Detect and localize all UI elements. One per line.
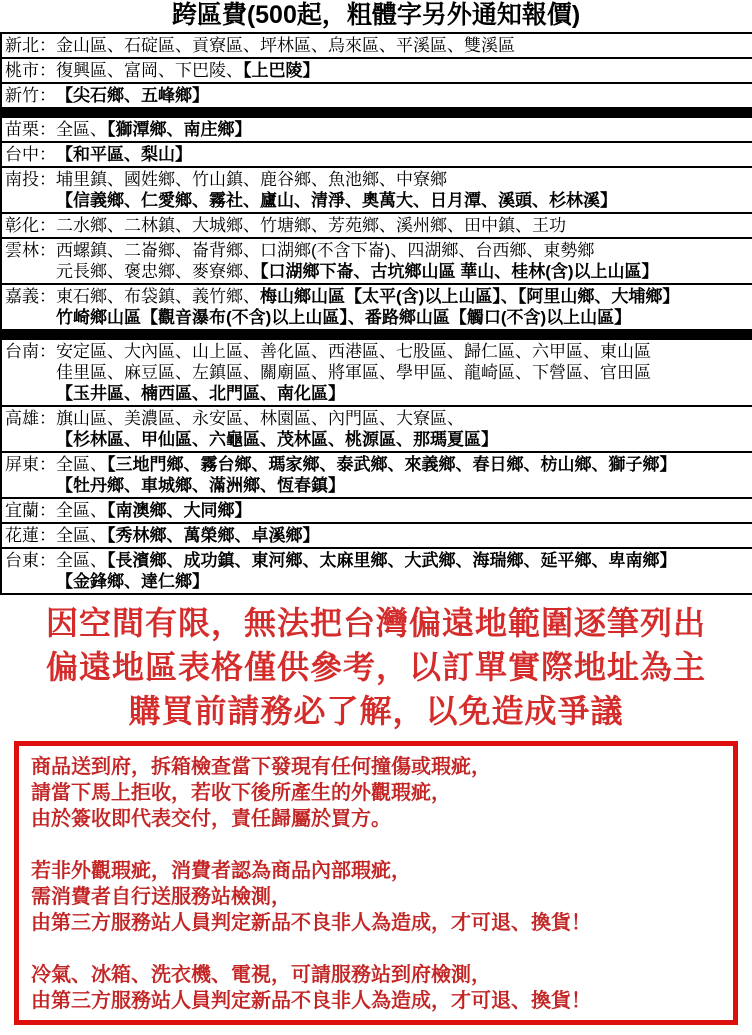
row-line [56, 525, 752, 546]
table-row [2, 524, 752, 549]
area-list-bold: 【玉井區、楠西區、北門區、南化區】 [56, 384, 345, 403]
row-label: 嘉義： [5, 287, 56, 306]
area-list-bold: 【三地門鄉、霧台鄉、瑪家鄉、泰武鄉、來義鄉、春日鄉、枋山鄉、獅子鄉】 [107, 455, 677, 474]
warning-line: 由第三方服務站人員判定新品不良非人為造成，才可退、換貨！ [31, 912, 591, 934]
area-list: 全區、 [56, 526, 107, 545]
table-row [2, 143, 752, 168]
row-label: 宜蘭： [5, 501, 56, 520]
area-list: 全區、 [56, 501, 107, 520]
row-content [56, 35, 752, 56]
table-row [2, 84, 752, 109]
row-line [56, 169, 752, 190]
area-list-bold: 【秀林鄉、萬榮鄉、卓溪鄉】 [107, 526, 320, 545]
warning-line: 由於簽收即代表交付，責任歸屬於買方。 [31, 808, 391, 830]
page-title: 跨區費(500起，粗體字另外通知報價) [171, 1, 581, 29]
table-row [2, 59, 752, 84]
row-content [56, 60, 752, 81]
notice-line: 偏遠地區表格僅供參考，以訂單實際地址為主 [45, 649, 706, 685]
row-line [56, 286, 752, 307]
row-line [56, 119, 752, 140]
row-content [56, 169, 752, 211]
warning-line: 需消費者自行送服務站檢測， [31, 886, 291, 908]
row-label: 苗栗： [5, 120, 56, 139]
region-fee-table [0, 32, 752, 595]
row-line [56, 35, 752, 56]
row-line [56, 307, 752, 328]
row-line [56, 261, 752, 282]
row-label: 雲林： [5, 241, 56, 260]
row-line [56, 408, 752, 429]
area-list-bold: 【和平區、梨山】 [56, 145, 192, 164]
warning-line: 冷氣、冰箱、洗衣機、電視，可請服務站到府檢測， [31, 964, 491, 986]
row-line [56, 500, 752, 521]
table-row [2, 214, 752, 239]
row-line [56, 475, 752, 496]
row-content [56, 119, 752, 140]
notice-text [0, 595, 752, 735]
table-row [2, 239, 752, 285]
area-list: 全區、 [56, 455, 107, 474]
row-label: 屏東： [5, 455, 56, 474]
row-content [56, 454, 752, 496]
row-line [56, 362, 752, 383]
warning-line: 由第三方服務站人員判定新品不良非人為造成，才可退、換貨！ [31, 990, 591, 1012]
area-list: 元長鄉、褒忠鄉、麥寮鄉、 [56, 262, 260, 281]
area-list-bold: 【尖石鄉、五峰鄉】 [56, 86, 209, 105]
area-list-bold: 竹崎鄉山區【觀音瀑布(不含)以上山區】、番路鄉山區【觸口(不含)以上山區】 [56, 308, 632, 327]
row-content [56, 286, 752, 328]
area-list-bold: 【長濱鄉、成功鎮、東河鄉、太麻里鄉、大武鄉、海瑞鄉、延平鄉、卑南鄉】 [107, 551, 677, 570]
row-label: 高雄： [5, 409, 56, 428]
area-list: 全區、 [56, 551, 107, 570]
row-content [56, 215, 752, 236]
table-row [2, 407, 752, 453]
row-label: 彰化： [5, 216, 56, 235]
warning-box [14, 741, 738, 1025]
area-list-bold: 【南澳鄉、大同鄉】 [107, 501, 252, 520]
area-list-bold: 【牡丹鄉、車城鄉、滿洲鄉、恆春鎮】 [56, 476, 345, 495]
section-divider [2, 331, 752, 340]
table-row [2, 168, 752, 214]
row-content [56, 550, 752, 592]
row-content [56, 144, 752, 165]
table-row [2, 499, 752, 524]
area-list-bold: 【獅潭鄉、南庄鄉】 [107, 120, 252, 139]
area-list-bold: 梅山鄉山區【太平(含)以上山區】、【阿里山鄉、大埔鄉】 [260, 287, 680, 306]
row-label: 南投： [5, 170, 56, 189]
area-list-bold: 【信義鄉、仁愛鄉、霧社、廬山、清淨、奧萬大、日月潭、溪頭、杉林溪】 [56, 191, 617, 210]
area-list: 埔里鎮、國姓鄉、竹山鎮、鹿谷鄉、魚池鄉、中寮鄉 [56, 170, 447, 189]
row-line [56, 215, 752, 236]
paragraph-gap [31, 936, 723, 962]
area-list-bold: 【杉林區、甲仙區、六龜區、茂林區、桃源區、那瑪夏區】 [56, 430, 498, 449]
table-row [2, 549, 752, 595]
area-list: 二水鄉、二林鎮、大城鄉、竹塘鄉、芳苑鄉、溪州鄉、田中鎮、王功 [56, 216, 566, 235]
row-content [56, 85, 752, 106]
area-list: 佳里區、麻豆區、左鎮區、關廟區、將軍區、學甲區、龍崎區、下營區、官田區 [56, 363, 651, 382]
row-label: 桃市： [5, 61, 56, 80]
row-content [56, 525, 752, 546]
row-line [56, 383, 752, 404]
row-label: 台南： [5, 342, 56, 361]
area-list: 安定區、大內區、山上區、善化區、西港區、七股區、歸仁區、六甲區、東山區 [56, 342, 651, 361]
area-list: 西螺鎮、二崙鄉、崙背鄉、口湖鄉(不含下崙)、四湖鄉、台西鄉、東勢鄉 [56, 241, 595, 260]
row-label: 新北： [5, 36, 56, 55]
row-line [56, 550, 752, 571]
row-label: 台東： [5, 551, 56, 570]
area-list-bold: 【口湖鄉下崙、古坑鄉山區 華山、桂林(含)以上山區】 [260, 262, 659, 281]
row-label: 新竹： [5, 86, 56, 105]
row-content [56, 341, 752, 404]
area-list: 全區、 [56, 120, 107, 139]
row-line [56, 144, 752, 165]
area-list: 金山區、石碇區、貢寮區、坪林區、烏來區、平溪區、雙溪區 [56, 36, 515, 55]
row-label: 台中： [5, 145, 56, 164]
table-row [2, 118, 752, 143]
row-content [56, 408, 752, 450]
area-list-bold: 【上巴陵】 [243, 61, 320, 80]
row-line [56, 190, 752, 211]
area-list: 旗山區、美濃區、永安區、林園區、內門區、大寮區、 [56, 409, 464, 428]
section-divider [2, 109, 752, 118]
row-line [56, 60, 752, 81]
area-list-bold: 【金鋒鄉、達仁鄉】 [56, 572, 209, 591]
row-line [56, 429, 752, 450]
table-row [2, 285, 752, 331]
table-row [2, 453, 752, 499]
notice-line: 購買前請務必了解，以免造成爭議 [128, 693, 624, 729]
row-content [56, 240, 752, 282]
warning-line: 若非外觀瑕疵，消費者認為商品內部瑕疵， [31, 860, 411, 882]
warning-line: 商品送到府，拆箱檢查當下發現有任何撞傷或瑕疵， [31, 756, 491, 778]
area-list: 復興區、富岡、下巴陵、 [56, 61, 243, 80]
row-line [56, 454, 752, 475]
warning-line: 請當下馬上拒收，若收下後所產生的外觀瑕疵， [31, 782, 451, 804]
table-row [2, 340, 752, 407]
row-line [56, 240, 752, 261]
row-line [56, 571, 752, 592]
row-line [56, 85, 752, 106]
notice-line: 因空間有限，無法把台灣偏遠地範圍逐筆列出 [45, 605, 706, 641]
table-row [2, 34, 752, 59]
area-list: 東石鄉、布袋鎮、義竹鄉、 [56, 287, 260, 306]
paragraph-gap [31, 832, 723, 858]
row-content [56, 500, 752, 521]
row-label: 花蓮： [5, 526, 56, 545]
row-line [56, 341, 752, 362]
